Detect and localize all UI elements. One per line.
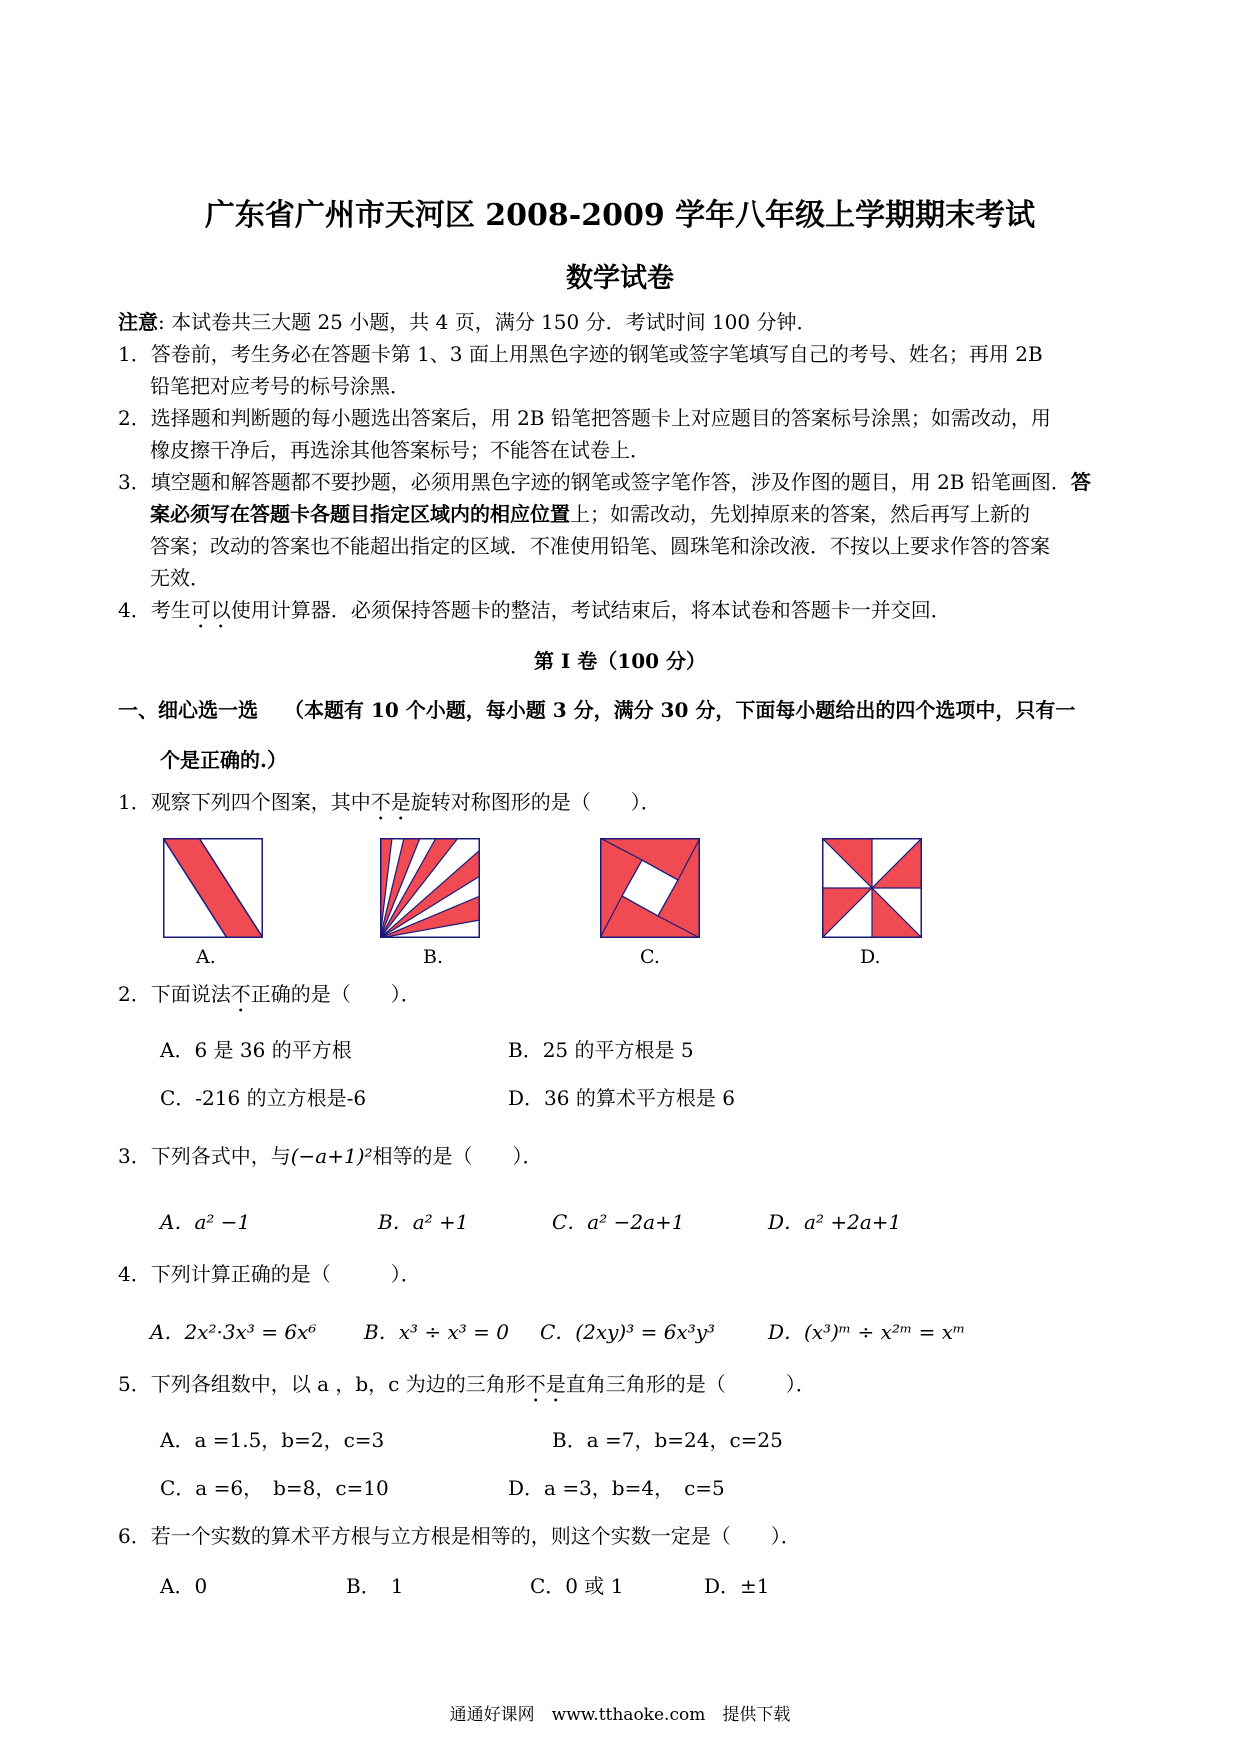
notice-item-3-text-2: 上；如需改动，先划掉原来的答案，然后再写上新的 bbox=[570, 502, 1030, 526]
question-5-stem bbox=[118, 1368, 816, 1407]
question-3-text: 3．下列各式中，与 bbox=[118, 1144, 291, 1168]
question-3-option-a: A．a² −1 bbox=[160, 1210, 251, 1234]
notice-item-4 bbox=[118, 594, 951, 633]
question-5-option-c: C．a =6， b=8，c=10 bbox=[160, 1476, 389, 1500]
figure-a bbox=[163, 838, 263, 938]
notice-item-3-line-4: 无效． bbox=[150, 566, 210, 590]
notice-label: 注意 bbox=[118, 310, 158, 334]
question-2-stem bbox=[118, 978, 421, 1017]
question-5-text-2: 直角三角形的是（ ）． bbox=[565, 1372, 816, 1396]
notice-intro bbox=[118, 306, 816, 338]
section-1-instructions: （本题有 10 个小题，每小题 3 分，满分 30 分，下面每小题给出的四个选项中，只有一 bbox=[284, 698, 1076, 722]
notice-item-2-line-1: 2．选择题和判断题的每小题选出答案后，用 2B 铅笔把答题卡上对应题目的答案标号涂黑；如需改动，用 bbox=[118, 406, 1051, 430]
figure-c-label: C. bbox=[640, 946, 660, 968]
question-5-text: 5．下列各组数中，以 a ，b，c 为边的三角形 bbox=[118, 1372, 526, 1396]
notice-item-3-text: 3．填空题和解答题都不要抄题，必须用黑色字迹的钢笔或签字笔作答，涉及作图的题目，用 2B 铅笔画图． bbox=[118, 470, 1071, 494]
figure-b-label: B. bbox=[423, 946, 444, 968]
notice-item-4-text-2: 使用计算器．必须保持答题卡的整洁，考试结束后，将本试卷和答题卡一并交回． bbox=[230, 598, 951, 622]
notice-item-3-line-1 bbox=[118, 466, 1091, 498]
figure-a-label: A. bbox=[196, 946, 216, 968]
section-1-heading-line-2: 个是正确的.） bbox=[160, 748, 287, 772]
question-6-stem: 6．若一个实数的算术平方根与立方根是相等的，则这个实数一定是（ ）． bbox=[118, 1524, 801, 1548]
question-4-stem: 4．下列计算正确的是（ ）． bbox=[118, 1262, 421, 1286]
question-6-option-a: A．0 bbox=[160, 1574, 208, 1598]
question-5-option-d: D．a =3，b=4， c=5 bbox=[508, 1476, 725, 1500]
question-3-option-c: C．a² −2a+1 bbox=[552, 1210, 685, 1234]
question-3-option-d: D．a² +2a+1 bbox=[768, 1210, 902, 1234]
notice-item-2-line-2: 橡皮擦干净后，再选涂其他答案标号；不能答在试卷上． bbox=[150, 438, 650, 462]
question-5-option-b: B．a =7，b=24，c=25 bbox=[552, 1428, 783, 1452]
notice-item-1-line-1: 1．答卷前，考生务必在答题卡第 1、3 面上用黑色字迹的钢笔或签字笔填写自己的考号、姓名；再用 2B bbox=[118, 342, 1043, 366]
section-1-heading bbox=[118, 694, 1075, 726]
question-1-stem bbox=[118, 786, 661, 825]
question-2-option-d: D．36 的算术平方根是 6 bbox=[508, 1086, 735, 1110]
section-1-title: 一、细心选一选 bbox=[118, 698, 258, 722]
question-1-emphasis: 不是 bbox=[370, 790, 411, 814]
question-3-stem bbox=[118, 1140, 543, 1172]
notice-item-3-bold-2: 案必须写在答题卡各题目指定区域内的相应位置 bbox=[150, 502, 570, 526]
question-2-text: 2．下面说法 bbox=[118, 982, 231, 1006]
question-2-option-c: C．-216 的立方根是-6 bbox=[160, 1086, 367, 1110]
question-3-text-2: 相等的是（ ）． bbox=[372, 1144, 543, 1168]
page-title: 广东省广州市天河区 2008-2009 学年八年级上学期期末考试 bbox=[204, 198, 1036, 233]
question-1-text: 1．观察下列四个图案，其中 bbox=[118, 790, 371, 814]
page-footer: 通通好课网 www.tthaoke.com 提供下载 bbox=[449, 1705, 791, 1725]
notice-item-4-text: 4．考生 bbox=[118, 598, 191, 622]
question-4-option-d: D．(x³)ᵐ ÷ x²ᵐ = xᵐ bbox=[768, 1320, 966, 1344]
question-2-emphasis: 不 bbox=[230, 982, 251, 1006]
figure-c bbox=[600, 838, 700, 938]
question-5-option-a: A．a =1.5，b=2，c=3 bbox=[160, 1428, 385, 1452]
question-3-option-b: B．a² +1 bbox=[378, 1210, 469, 1234]
question-3-expression: (−a+1)² bbox=[290, 1144, 373, 1168]
question-2-text-2: 正确的是（ ）． bbox=[250, 982, 421, 1006]
question-4-option-b: B．x³ ÷ x³ = 0 bbox=[364, 1320, 509, 1344]
figure-d bbox=[822, 838, 922, 938]
figure-b bbox=[380, 838, 480, 938]
question-4-option-c: C．(2xy)³ = 6x³y³ bbox=[540, 1320, 716, 1344]
question-6-option-c: C．0 或 1 bbox=[530, 1574, 624, 1598]
question-2-option-a: A．6 是 36 的平方根 bbox=[160, 1038, 352, 1062]
figure-d-label: D. bbox=[860, 946, 881, 968]
notice-item-4-emphasis: 可以 bbox=[190, 598, 231, 622]
notice-intro-text: : 本试卷共三大题 25 小题，共 4 页，满分 150 分．考试时间 100 分钟． bbox=[158, 310, 817, 334]
notice-item-3-line-2 bbox=[150, 498, 1030, 530]
notice-item-3-bold: 答 bbox=[1070, 470, 1091, 494]
question-6-option-b: B． 1 bbox=[346, 1574, 404, 1598]
question-5-emphasis: 不是 bbox=[525, 1372, 566, 1396]
question-4-option-a: A．2x²·3x³ = 6x⁶ bbox=[150, 1320, 317, 1344]
question-6-option-d: D．±1 bbox=[704, 1574, 770, 1598]
question-2-option-b: B．25 的平方根是 5 bbox=[508, 1038, 694, 1062]
page-subtitle: 数学试卷 bbox=[566, 263, 674, 294]
part-heading: 第 I 卷（100 分） bbox=[534, 649, 706, 673]
notice-item-1-line-2: 铅笔把对应考号的标号涂黑． bbox=[150, 374, 410, 398]
notice-item-3-line-3: 答案；改动的答案也不能超出指定的区域．不准使用铅笔、圆珠笔和涂改液．不按以上要求作答的答案 bbox=[150, 534, 1050, 558]
question-1-text-2: 旋转对称图形的是（ ）． bbox=[410, 790, 661, 814]
